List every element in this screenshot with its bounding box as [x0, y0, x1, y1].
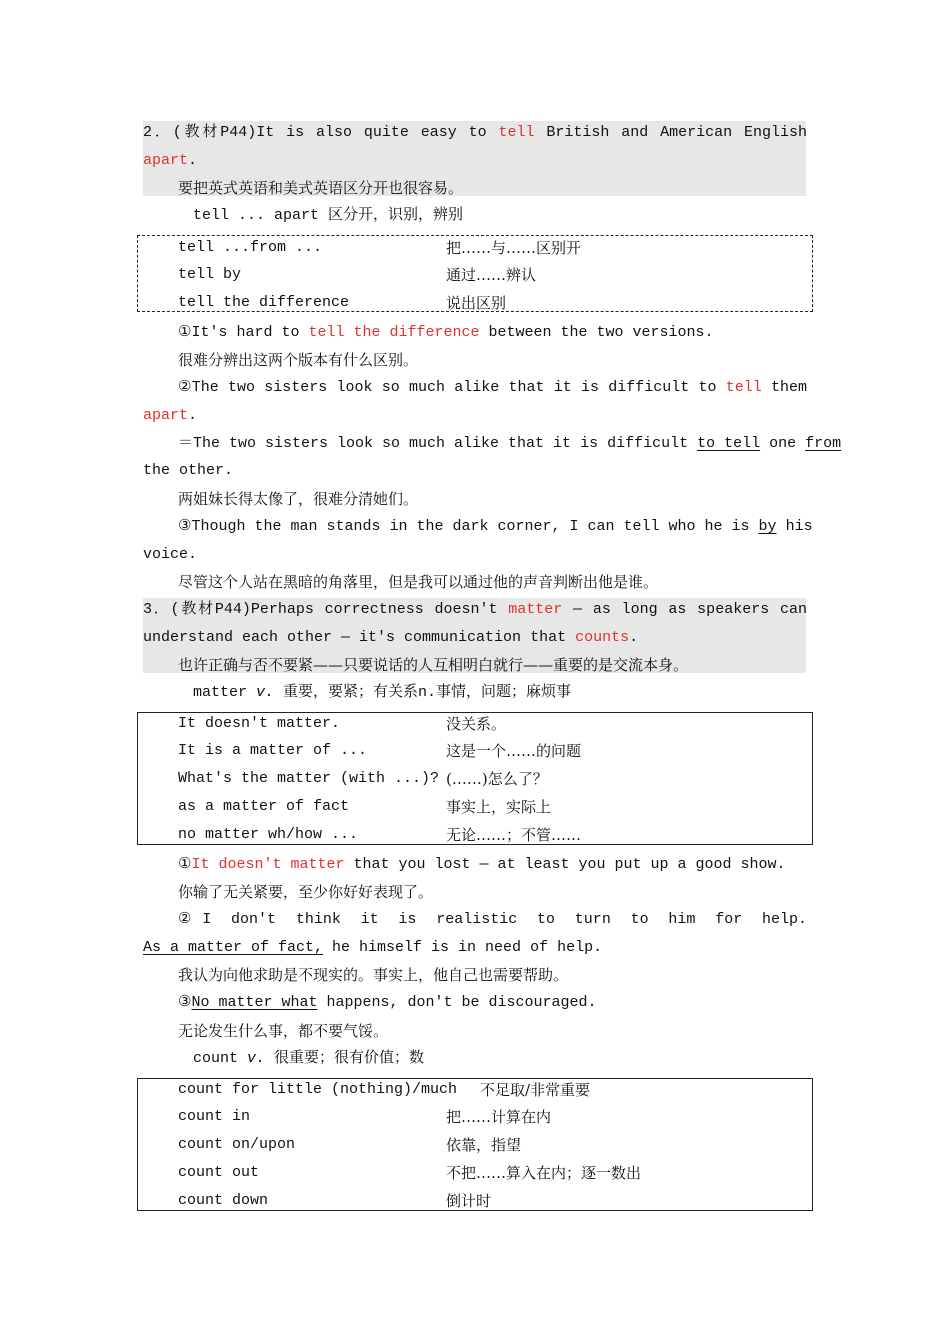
table-row-zh: 把……计算在内: [446, 1108, 552, 1126]
table-row-en: count out: [178, 1164, 260, 1181]
item3-example1: ①It doesn't matter that you lost — at least you put up a good show.: [178, 856, 786, 873]
item3-sentence-line1: 3．(教材P44)Perhaps correctness doesn't matter — as long as speakers can: [143, 601, 807, 618]
keyword-tell: tell: [498, 124, 535, 141]
item3-sentence-line2: understand each other — it's communication that counts.: [143, 629, 639, 646]
item3-example2-line2: As a matter of fact, he himself is in need of help.: [143, 939, 603, 956]
item3-translation: 也许正确与否不要紧——只要说话的人互相明白就行——重要的是交流本身。: [178, 656, 689, 674]
table-row-en: as a matter of fact: [178, 798, 350, 815]
table-row-en: tell by: [178, 266, 242, 283]
table-row-zh: 不把……算入在内；逐一数出: [446, 1164, 642, 1182]
item3-example2-line1: ②I don't think it is realistic to turn to him for help.: [178, 911, 807, 928]
table-row-en: count down: [178, 1192, 269, 1209]
table-row-zh: (……)怎么了？: [446, 770, 548, 788]
count-definition: count v. 很重要；很有价值；数: [193, 1050, 425, 1067]
item2-sentence-line1: 2．(教材P44)It is also quite easy to tell British and American English: [143, 124, 807, 141]
item2-example2-line2: apart.: [143, 407, 198, 424]
item2-example2-translation: 两姐妹长得太像了，很难分清她们。: [178, 490, 419, 508]
table-row-en: count for little (nothing)/much: [178, 1081, 458, 1098]
item2-example3-line2: voice.: [143, 546, 198, 563]
item3-example3: ③No matter what happens, don't be discouraged.: [178, 994, 597, 1011]
table-row-zh: 事实上，实际上: [446, 798, 552, 816]
keyword-matter: matter: [508, 601, 563, 618]
table-row-zh: 通过……辨认: [446, 266, 537, 284]
item2-example2-alt-line2: the other.: [143, 462, 234, 479]
table-row-en: It is a matter of ...: [178, 742, 368, 759]
table-row-zh: 把……与……区别开: [446, 239, 582, 257]
keyword-counts: counts: [575, 629, 630, 646]
item2-example2-line1: ②The two sisters look so much alike that it is difficult to tell them: [178, 379, 807, 396]
item2-example3-line1: ③Though the man stands in the dark corner, I can tell who he is by his: [178, 518, 813, 535]
matter-definition: matter v. 重要，要紧；有关系n.事情，问题；麻烦事: [193, 684, 572, 701]
item3-example3-translation: 无论发生什么事，都不要气馁。: [178, 1022, 389, 1040]
keyword-apart: apart: [143, 152, 189, 169]
table-row-en: It doesn't matter.: [178, 715, 341, 732]
table-row-en: count on/upon: [178, 1136, 296, 1153]
table-row-zh: 说出区别: [446, 294, 507, 312]
item2-example1-translation: 很难分辨出这两个版本有什么区别。: [178, 351, 419, 369]
item3-example2-translation: 我认为向他求助是不现实的。事实上，他自己也需要帮助。: [178, 966, 569, 984]
table-row-zh: 倒计时: [446, 1192, 492, 1210]
item2-example1: ①It's hard to tell the difference between the two versions.: [178, 324, 714, 341]
table-row-zh: 无论……；不管……: [446, 826, 582, 844]
item2-sentence-line2: apart.: [143, 152, 198, 169]
table-row-en: What's the matter (with ...)?: [178, 770, 440, 787]
table-row-en: tell ...from ...: [178, 239, 323, 256]
item2-example3-translation: 尽管这个人站在黑暗的角落里，但是我可以通过他的声音判断出他是谁。: [178, 573, 659, 591]
matter-phrases-table: [137, 712, 813, 845]
table-row-zh: 不足取/非常重要: [480, 1081, 591, 1099]
item2-translation: 要把英式英语和美式英语区分开也很容易。: [178, 179, 464, 197]
table-row-zh: 依靠，指望: [446, 1136, 522, 1154]
tell-phrases-table: [137, 235, 813, 312]
count-phrases-table: [137, 1078, 813, 1211]
item2-example2-alt-line1: ＝The two sisters look so much alike that it is difficult to tell one from: [178, 435, 842, 452]
table-row-en: tell the difference: [178, 294, 350, 311]
table-row-en: count in: [178, 1108, 251, 1125]
table-row-en: no matter wh/how ...: [178, 826, 359, 843]
table-row-zh: 这是一个……的问题: [446, 742, 582, 760]
item2-phrase-definition: tell ... apart 区分开，识别，辨别: [193, 207, 464, 224]
table-row-zh: 没关系。: [446, 715, 507, 733]
item3-example1-translation: 你输了无关紧要，至少你好好表现了。: [178, 883, 434, 901]
